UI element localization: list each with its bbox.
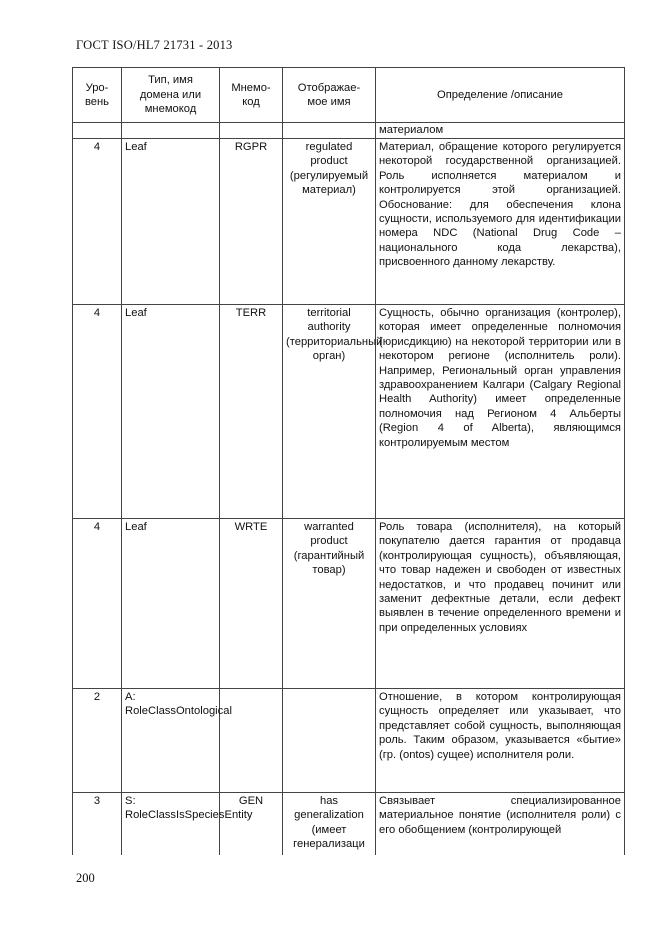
cell-domain: Leaf [122, 519, 220, 689]
table-row [73, 689, 625, 793]
cell-display: territorial authority (территориальный орган) [283, 305, 376, 519]
cell-display: warranted product (гарантийный товар) [283, 519, 376, 689]
cell-level: 3 [73, 793, 122, 855]
table-row [73, 519, 625, 689]
cell-level: 4 [73, 305, 122, 519]
continuation-text: материалом [376, 123, 625, 139]
cell-definition: Отношение, в котором контролирующая сущность определяет или указывает, что представляет собой сущность, выполняющая роль. Таким образом, указывается «бытие» (гр. (ontos) сущее) исполнителя роли. [376, 689, 625, 793]
cell-domain: Leaf [122, 305, 220, 519]
header-display: Отображае- мое имя [283, 68, 376, 123]
cell-mnemonic: GEN [220, 793, 283, 855]
cell-definition: Роль товара (исполнителя), на который покупателю дается гарантия от продавца (контролирующая сущность), объявляющая, что товар надежен и свободен от известных недостатков, и что продавец починит или заменит дефектные детали, если дефект выявлен в течение определенного времени и при определенных условиях [376, 519, 625, 689]
cell-definition: Связывает специализированное материальное понятие (исполнителя роли) с его обобщением (контролирующей [376, 793, 625, 855]
cell-mnemonic: TERR [220, 305, 283, 519]
cell-mnemonic: WRTE [220, 519, 283, 689]
cell-definition: Сущность, обычно организация (контролер), которая имеет определенные полномочия (юрисдикцию) на некоторой территории или в некотором регионе (исполнитель роли). Например, Региональный орган управления здравоохранением Калгари (Calgary Regional Health Authority) имеет определенные полномочия над Регионом 4 Альберты (Region 4 of Alberta), являющимся контролируемым местом [376, 305, 625, 519]
header-mnemonic: Мнемо- код [220, 68, 283, 123]
cell-domain: S: RoleClassIsSpeciesEntity [122, 793, 220, 855]
cell-level: 2 [73, 689, 122, 793]
table-header-row [73, 68, 625, 123]
table-row-continuation [73, 123, 625, 139]
header-level: Уро- вень [73, 68, 122, 123]
cell-display: regulated product (регулируемый материал) [283, 139, 376, 305]
cell-domain: Leaf [122, 139, 220, 305]
cell-display: has generalization (имеет генерализаци [283, 793, 376, 855]
table-row [73, 305, 625, 519]
header-definition: Определение /описание [376, 68, 625, 123]
cell-display [283, 689, 376, 793]
page-number: 200 [76, 871, 95, 885]
table-row [73, 793, 625, 855]
cell-level: 4 [73, 139, 122, 305]
cell-domain: A: RoleClassOntological [122, 689, 220, 793]
document-header: ГОСТ ISO/HL7 21731 - 2013 [76, 38, 233, 52]
cell-mnemonic: RGPR [220, 139, 283, 305]
cell-definition: Материал, обращение которого регулируется некоторой государственной организацией. Роль исполняется материалом и контролируется этой организацией. Обоснование: для обеспечения клона сущности, используемого для идентификации номера NDC (National Drug Code – национального кода лекарства), присвоенного данному лекарству. [376, 139, 625, 305]
table-row [73, 139, 625, 305]
cell-level: 4 [73, 519, 122, 689]
terminology-table [72, 67, 625, 855]
header-domain: Тип, имя домена или мнемокод [122, 68, 220, 123]
